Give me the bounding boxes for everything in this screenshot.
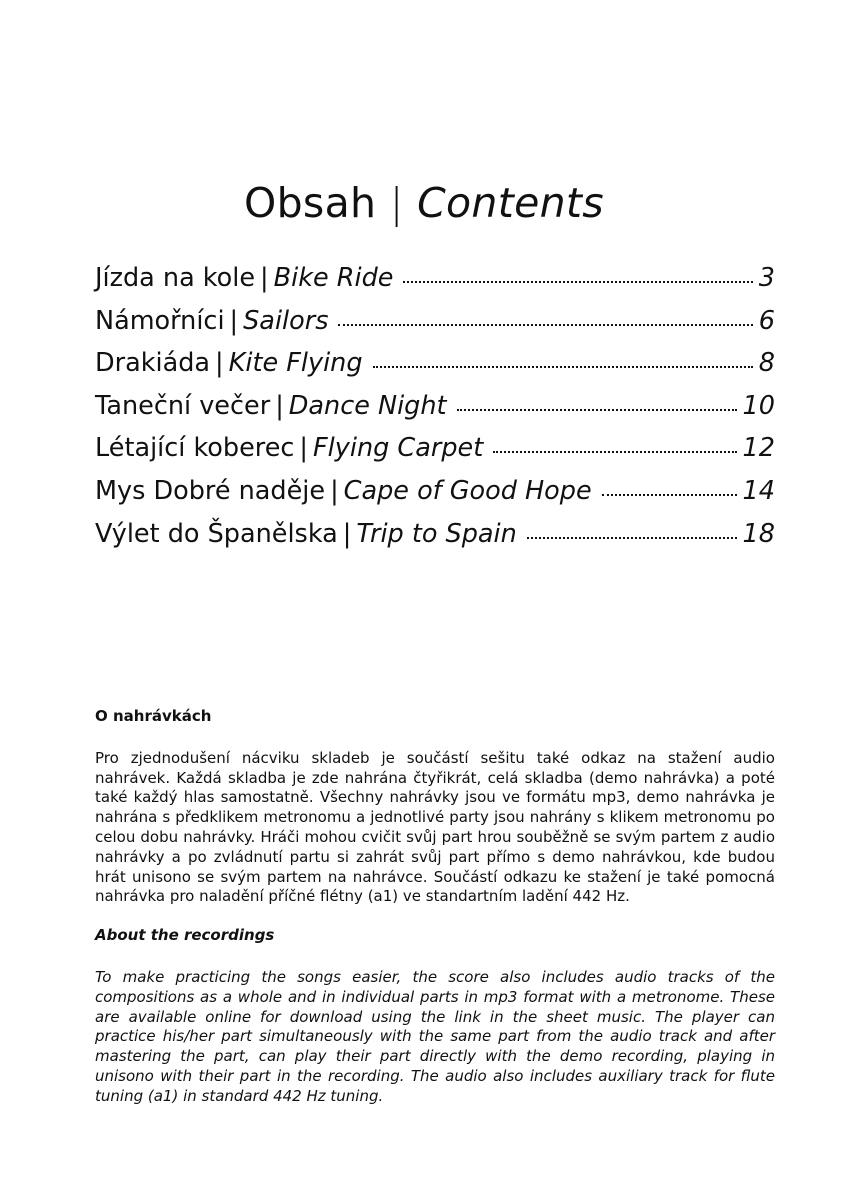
toc-separator: |	[342, 518, 352, 549]
toc-entry-czech: Výlet do Španělska	[95, 518, 338, 549]
title-separator: |	[389, 179, 404, 228]
about-paragraph-czech: Pro zjednodušení nácviku skladeb je součástí sešitu také odkaz na stažení audio nahrávek. Každá skladba je zde nahrána čtyřikrát, celá skladba (demo nahrávka) a poté také každý hlas samostatně. Všechny nahrávky jsou ve formátu mp3, demo nahrávka je nahrána s předklikem metronomu a jednotlivé party jsou nahrány s klikem metronomu po celou dobu nahrávky. Hráči mohou cvičit svůj part hrou souběžně se svým partem z audio nahrávky a po zvládnutí partu si zahrát svůj part přímo s demo nahrávkou, kde budou hrát unisono se svým partem na nahrávce. Součástí odkazu ke stažení je také pomocná nahrávka pro naladění příčné flétny (a1) ve standartním ladění 442 Hz.	[95, 748, 775, 906]
about-paragraph-english: To make practicing the songs easier, the score also includes audio tracks of the compositions as a whole and in individual parts in mp3 format with a metronome. These are available online for download using the link in the sheet music. The player can practice his/her part simultaneously with the same part from the audio track and after mastering the part, can play their part directly with the demo recording, playing in unisono with their part in the recording. The audio also includes auxiliary track for flute tuning (a1) in standard 442 Hz tuning.	[95, 967, 775, 1105]
dot-leader	[457, 409, 737, 411]
dot-leader	[493, 451, 736, 453]
toc-entry-english: Bike Ride	[273, 263, 394, 293]
toc-entry-english: Cape of Good Hope	[343, 475, 592, 506]
dot-leader	[373, 366, 753, 368]
toc-separator: |	[260, 263, 269, 293]
toc-entry-czech: Taneční večer	[95, 390, 271, 421]
toc-separator: |	[299, 433, 309, 464]
toc-entry	[95, 306, 775, 349]
toc-separator: |	[215, 348, 224, 379]
toc-entry	[95, 519, 775, 562]
toc-entry-english: Dance Night	[288, 390, 447, 421]
toc-separator: |	[330, 475, 339, 506]
toc-entry	[95, 391, 775, 434]
toc-entry-czech: Drakiáda	[95, 348, 211, 379]
toc-entry-czech: Mys Dobré naděje	[95, 475, 326, 506]
toc-page-number: 3	[758, 263, 775, 293]
about-heading-english: About the recordings	[95, 926, 275, 945]
dot-leader	[338, 324, 752, 326]
title-english: Contents	[417, 179, 604, 228]
toc-page-number: 8	[758, 348, 775, 379]
toc-page-number: 12	[742, 433, 775, 464]
toc-entry	[95, 348, 775, 391]
toc-entry	[95, 263, 775, 306]
dot-leader	[602, 494, 737, 496]
toc-page-number: 18	[742, 518, 775, 549]
toc-separator: |	[229, 305, 239, 336]
toc-entry-english: Trip to Spain	[356, 518, 517, 549]
toc-separator: |	[275, 390, 284, 421]
about-heading-czech: O nahrávkách	[95, 707, 212, 725]
title-czech: Obsah	[244, 179, 377, 228]
toc-entry-english: Sailors	[243, 305, 329, 336]
toc-entry-czech: Létající koberec	[95, 433, 295, 464]
toc-page-number: 14	[742, 475, 775, 506]
toc-page-number: 10	[742, 390, 775, 421]
toc-entry	[95, 476, 775, 519]
about-recordings-section	[95, 707, 775, 1126]
toc-entry-czech: Námořníci	[95, 305, 225, 336]
toc-entry-czech: Jízda na kole	[95, 263, 256, 293]
toc-entry	[95, 433, 775, 476]
table-of-contents	[95, 263, 775, 561]
dot-leader	[403, 281, 752, 283]
toc-entry-english: Kite Flying	[228, 348, 363, 379]
dot-leader	[527, 537, 737, 539]
page-title	[0, 179, 848, 227]
toc-entry-english: Flying Carpet	[313, 433, 484, 464]
toc-page-number: 6	[758, 305, 775, 336]
